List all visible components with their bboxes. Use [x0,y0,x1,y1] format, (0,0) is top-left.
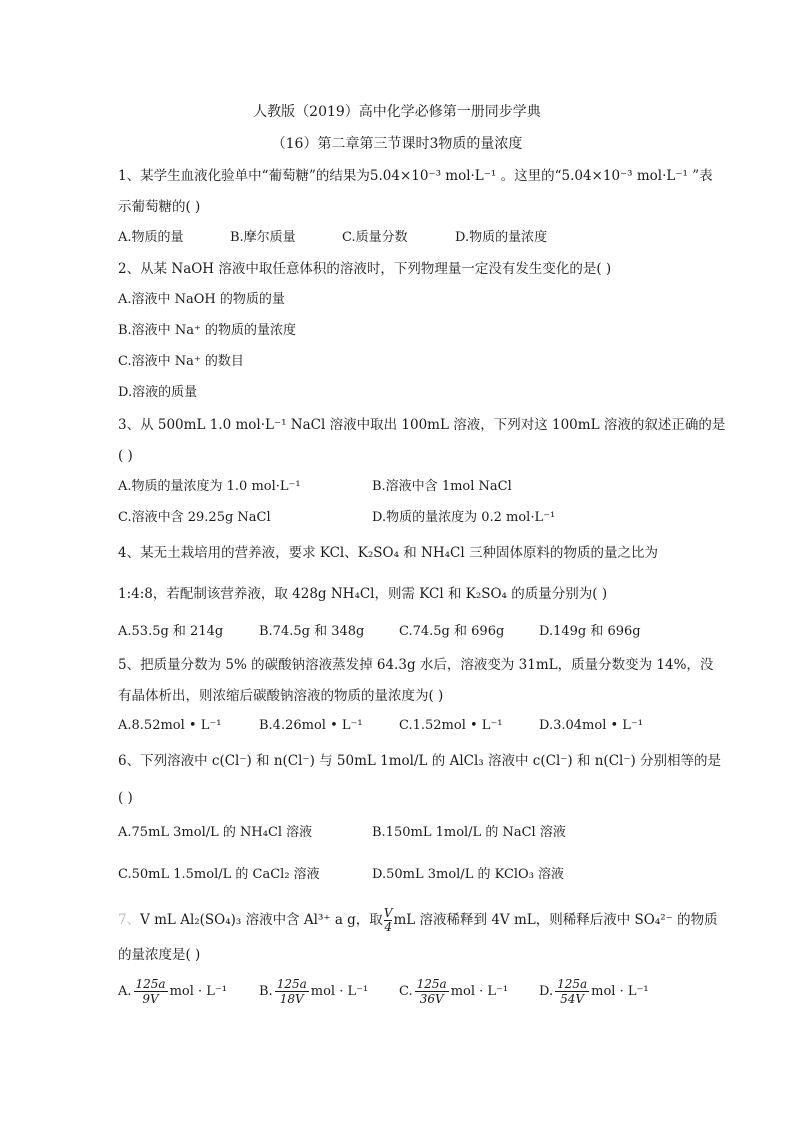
q7-option-d-unit: mol · L⁻¹ [591,984,649,999]
q3-stem-line2: ( ) [118,448,133,464]
q3-stem-line1: 3、从 500mL 1.0 mol·L⁻¹ NaCl 溶液中取出 100mL 溶液，下列对这 100mL 溶液的叙述正确的是 [118,417,726,433]
q7-option-a-numerator: 125a [135,977,166,991]
q5-option-a: A.8.52mol • L⁻¹ [118,718,222,733]
q7-fraction-numerator: V [383,906,393,920]
q7-option-b-numerator: 125a [276,977,307,991]
q7-option-c [399,975,508,1009]
document-title: 人教版（2019）高中化学必修第一册同步学典 [253,104,541,120]
q7-option-b [259,975,368,1009]
q7-option-d-fraction [555,977,589,1006]
q4-stem-line1: 4、某无土栽培用的营养液，要求 KCl、K₂SO₄ 和 NH₄Cl 三种固体原料的物质的量之比为 [118,545,658,561]
q6-option-d: D.50mL 3mol/L 的 KClO₃ 溶液 [372,867,565,882]
q7-option-b-label: B. [259,984,273,999]
q4-stem-line2: 1:4:8，若配制该营养液，取 428g NH₄Cl，则需 KCl 和 K₂SO₄ 的质量分别为( ) [118,586,608,602]
q4-option-b: B.74.5g 和 348g [259,624,365,639]
q3-option-a: A.物质的量浓度为 1.0 mol·L⁻¹ [118,479,301,494]
q5-stem-line1: 5、把质量分数为 5% 的碳酸钠溶液蒸发掉 64.3g 水后，溶液变为 31mL，质量分数变为 14%，没 [118,657,714,673]
q6-option-a: A.75mL 3mol/L 的 NH₄Cl 溶液 [118,825,313,840]
q7-option-b-unit: mol · L⁻¹ [310,984,369,999]
q3-option-d: D.物质的量浓度为 0.2 mol·L⁻¹ [372,510,556,525]
q2-option-c: C.溶液中 Na⁺ 的数目 [118,354,244,369]
q2-option-b: B.溶液中 Na⁺ 的物质的量浓度 [118,323,296,338]
q7-number: 7、 [118,912,141,928]
q2-option-d: D.溶液的质量 [118,385,198,400]
q2-stem: 2、从某 NaOH 溶液中取任意体积的溶液时，下列物理量一定没有发生变化的是( ) [118,261,612,277]
q7-fraction-denominator: 4 [384,920,392,934]
q5-option-d: D.3.04mol • L⁻¹ [539,718,643,733]
q7-option-d [539,975,649,1009]
q7-option-d-label: D. [539,984,554,999]
q1-stem-line2: 示葡萄糖的( ) [118,199,201,215]
q7-option-a-label: A. [118,984,132,999]
q3-option-c: C.溶液中含 29.25g NaCl [118,510,271,525]
q5-option-c: C.1.52mol • L⁻¹ [399,718,503,733]
q7-option-c-label: C. [399,984,413,999]
q7-option-b-denominator: 18V [279,992,304,1006]
q7-option-c-fraction [415,977,449,1006]
q7-text-part1: V mL Al₂(SO₄)₃ 溶液中含 Al³⁺ a g，取 [140,912,383,928]
q7-option-b-fraction [275,977,309,1006]
document-subtitle: （16）第二章第三节课时3物质的量浓度 [271,136,523,152]
q7-option-c-denominator: 36V [419,992,444,1006]
q7-option-a [118,975,227,1009]
q1-option-d: D.物质的量浓度 [455,230,548,245]
q7-stem-line2: 的量浓度是( ) [118,947,201,963]
q7-option-d-numerator: 125a [557,977,588,991]
q1-option-a: A.物质的量 [118,230,184,245]
q4-option-c: C.74.5g 和 696g [399,624,505,639]
q6-stem-line1: 6、下列溶液中 c(Cl⁻) 和 n(Cl⁻) 与 50mL 1mol/L 的 AlCl₃ 溶液中 c(Cl⁻) 和 n(Cl⁻) 分别相等的是 [118,753,722,769]
q5-option-b: B.4.26mol • L⁻¹ [259,718,363,733]
q1-option-c: C.质量分数 [342,230,408,245]
q3-option-b: B.溶液中含 1mol NaCl [372,479,512,494]
q7-option-c-numerator: 125a [416,977,447,991]
q7-text-part2: mL 溶液稀释到 4V mL，则稀释后液中 SO₄²⁻ 的物质 [393,912,718,928]
q7-option-d-denominator: 54V [560,992,585,1006]
q6-option-c: C.50mL 1.5mol/L 的 CaCl₂ 溶液 [118,867,320,882]
q7-option-a-denominator: 9V [142,992,159,1006]
q7-fraction [384,907,393,934]
q7-stem-line1 [118,904,718,936]
q1-stem-line1: 1、某学生血液化验单中“葡萄糖”的结果为5.04×10⁻³ mol·L⁻¹ 。这里的“5.04×10⁻³ mol·L⁻¹ ”表 [118,168,713,184]
q6-stem-line2: ( ) [118,790,133,806]
q4-option-d: D.149g 和 696g [539,624,641,639]
q7-option-a-fraction [134,977,168,1006]
q1-option-b: B.摩尔质量 [230,230,296,245]
q7-option-a-unit: mol · L⁻¹ [169,984,228,999]
q4-option-a: A.53.5g 和 214g [118,624,224,639]
q2-option-a: A.溶液中 NaOH 的物质的量 [118,292,285,307]
q7-option-c-unit: mol · L⁻¹ [450,984,509,999]
q6-option-b: B.150mL 1mol/L 的 NaCl 溶液 [372,825,566,840]
q5-stem-line2: 有晶体析出，则浓缩后碳酸钠溶液的物质的量浓度为( ) [118,688,444,704]
